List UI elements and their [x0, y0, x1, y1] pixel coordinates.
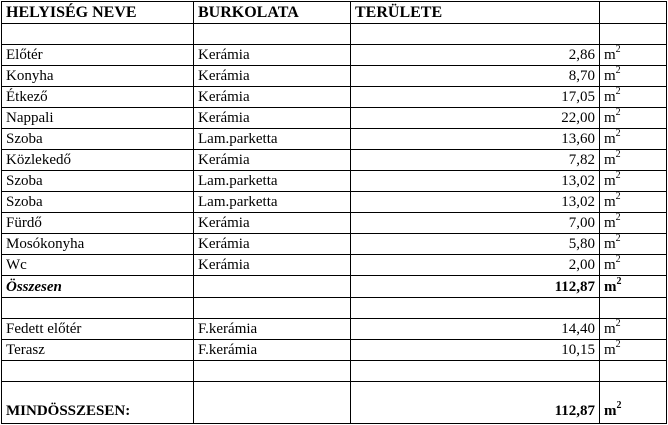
- floor-type: Kerámia: [194, 45, 351, 66]
- unit-base: m: [604, 257, 616, 273]
- unit-exponent: 2: [615, 170, 621, 181]
- unit-exponent: 2: [615, 318, 621, 329]
- floor-type: F.kerámia: [194, 319, 351, 340]
- floor-type: Lam.parketta: [194, 129, 351, 150]
- room-name: Szoba: [2, 192, 194, 213]
- area-value: 13,02: [351, 171, 600, 192]
- blank-row: [2, 24, 667, 45]
- area-value: 5,80: [351, 234, 600, 255]
- unit-base: m: [604, 47, 616, 63]
- blank-row: [2, 298, 667, 319]
- unit-base: m: [604, 173, 616, 189]
- unit-base: m: [604, 215, 616, 231]
- area-value: 14,40: [351, 319, 600, 340]
- table-row: [2, 234, 667, 255]
- area-value: 22,00: [351, 108, 600, 129]
- table-row: [2, 192, 667, 213]
- subtotal-label: Összesen: [2, 276, 194, 298]
- unit-cell: [600, 192, 667, 213]
- grand-total-label: MINDÖSSZESEN:: [2, 382, 194, 424]
- table-row: [2, 340, 667, 361]
- floor-type: Kerámia: [194, 213, 351, 234]
- floor-type: Kerámia: [194, 108, 351, 129]
- table-row: [2, 87, 667, 108]
- header-floor: BURKOLATA: [194, 2, 351, 24]
- area-value: 2,86: [351, 45, 600, 66]
- unit-cell: [600, 150, 667, 171]
- table-row: [2, 213, 667, 234]
- header-unit: [600, 2, 667, 24]
- room-name: Étkező: [2, 87, 194, 108]
- unit-base: m: [604, 110, 616, 126]
- floor-type: Lam.parketta: [194, 192, 351, 213]
- unit-base: m: [604, 194, 616, 210]
- unit-exponent: 2: [615, 86, 621, 97]
- unit-exponent: 2: [615, 44, 621, 55]
- floor-type: Kerámia: [194, 150, 351, 171]
- unit-exponent: 2: [615, 254, 621, 265]
- subtotal-row: [2, 276, 667, 298]
- unit-exponent: 2: [615, 339, 621, 350]
- table-row: [2, 171, 667, 192]
- table-row: [2, 150, 667, 171]
- unit-cell: [600, 213, 667, 234]
- room-name: Fedett előtér: [2, 319, 194, 340]
- unit-exponent: 2: [615, 149, 621, 160]
- subtotal-area: 112,87: [351, 276, 600, 298]
- table-row: [2, 66, 667, 87]
- room-name: Előtér: [2, 45, 194, 66]
- unit-base: m: [604, 236, 616, 252]
- unit-cell: [600, 382, 667, 424]
- table-row: [2, 129, 667, 150]
- unit-exponent: 2: [615, 233, 621, 244]
- header-area: TERÜLETE: [351, 2, 600, 24]
- unit-cell: [600, 276, 667, 298]
- unit-exponent: 2: [616, 276, 622, 287]
- table-row: [2, 45, 667, 66]
- unit-base: m: [604, 68, 616, 84]
- grand-total-floor: [194, 382, 351, 424]
- grand-total-area: 112,87: [351, 382, 600, 424]
- floor-type: Kerámia: [194, 87, 351, 108]
- unit-cell: [600, 171, 667, 192]
- unit-base: m: [604, 89, 616, 105]
- unit-cell: [600, 255, 667, 276]
- room-name: Szoba: [2, 129, 194, 150]
- unit-exponent: 2: [615, 65, 621, 76]
- unit-exponent: 2: [616, 400, 622, 411]
- room-name: Konyha: [2, 66, 194, 87]
- area-value: 17,05: [351, 87, 600, 108]
- grand-total-row: [2, 382, 667, 424]
- subtotal-floor: [194, 276, 351, 298]
- header-row: [2, 2, 667, 24]
- unit-cell: [600, 319, 667, 340]
- area-value: 7,00: [351, 213, 600, 234]
- unit-cell: [600, 45, 667, 66]
- floor-type: F.kerámia: [194, 340, 351, 361]
- room-area-table: [1, 1, 667, 424]
- floor-type: Lam.parketta: [194, 171, 351, 192]
- area-value: 2,00: [351, 255, 600, 276]
- room-name: Nappali: [2, 108, 194, 129]
- unit-exponent: 2: [615, 107, 621, 118]
- unit-exponent: 2: [615, 212, 621, 223]
- floor-type: Kerámia: [194, 66, 351, 87]
- unit-base: m: [604, 403, 617, 419]
- table-row: [2, 108, 667, 129]
- table-row: [2, 255, 667, 276]
- unit-base: m: [604, 321, 616, 337]
- room-name: Fürdő: [2, 213, 194, 234]
- unit-base: m: [604, 342, 616, 358]
- floor-type: Kerámia: [194, 234, 351, 255]
- area-value: 13,02: [351, 192, 600, 213]
- unit-base: m: [604, 131, 616, 147]
- room-name: Wc: [2, 255, 194, 276]
- area-value: 10,15: [351, 340, 600, 361]
- unit-cell: [600, 234, 667, 255]
- unit-cell: [600, 340, 667, 361]
- unit-cell: [600, 66, 667, 87]
- unit-cell: [600, 108, 667, 129]
- unit-exponent: 2: [615, 128, 621, 139]
- unit-exponent: 2: [615, 191, 621, 202]
- unit-base: m: [604, 279, 617, 295]
- room-name: Mosókonyha: [2, 234, 194, 255]
- area-value: 7,82: [351, 150, 600, 171]
- header-name: HELYISÉG NEVE: [2, 2, 194, 24]
- area-value: 8,70: [351, 66, 600, 87]
- blank-row: [2, 361, 667, 382]
- unit-cell: [600, 129, 667, 150]
- room-name: Közlekedő: [2, 150, 194, 171]
- room-name: Szoba: [2, 171, 194, 192]
- unit-base: m: [604, 152, 616, 168]
- floor-type: Kerámia: [194, 255, 351, 276]
- table-row: [2, 319, 667, 340]
- room-name: Terasz: [2, 340, 194, 361]
- area-value: 13,60: [351, 129, 600, 150]
- unit-cell: [600, 87, 667, 108]
